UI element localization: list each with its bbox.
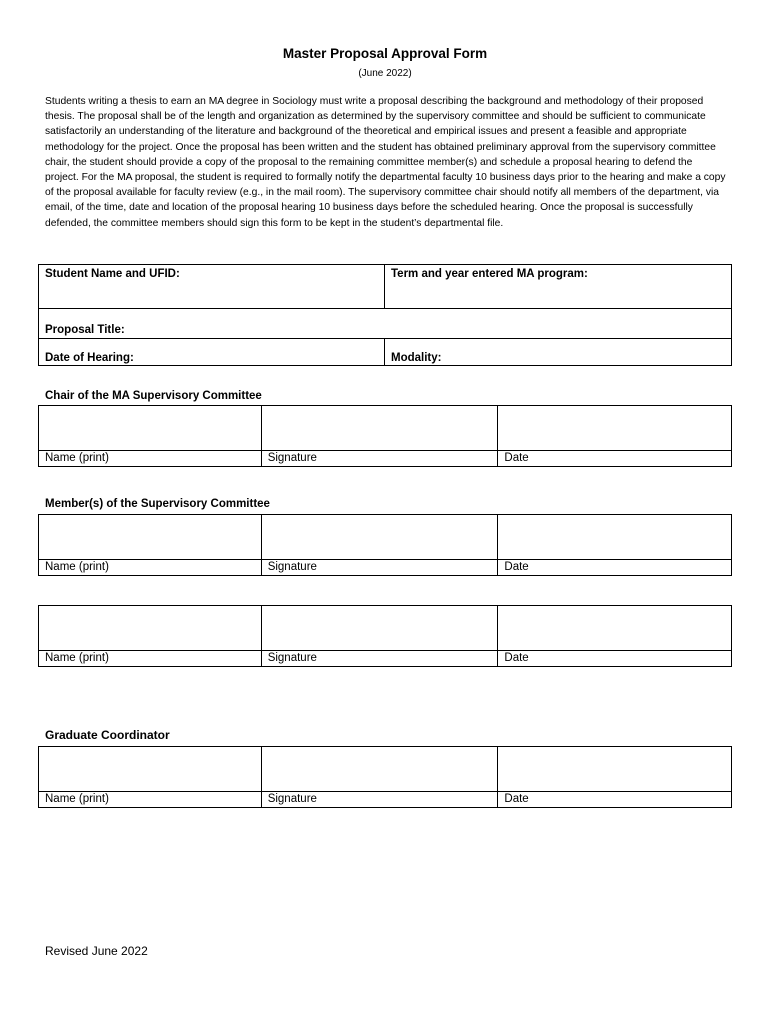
student-name-label: Student Name and UFID: [45, 268, 180, 280]
name-print-label: Name (print) [39, 560, 262, 576]
modality-label: Modality: [391, 352, 442, 364]
form-title: Master Proposal Approval Form [282, 46, 488, 61]
coordinator-name-input[interactable] [39, 747, 262, 792]
intro-paragraph: Students writing a thesis to earn an MA degree in Sociology must write a proposal describing the background and methodology of their proposed thesis. The proposal shall be of the length and organization as determined by the supervisory committee and should be sufficient to communicate satisfactorily an understanding of the literature and background of the theoretical and empirical issues and present a feasible and appropriate methodology for the project. Once the proposal has been written and the student has obtained preliminary approval from the supervisory committee chair, the student should provide a copy of the proposal to the remaining committee member(s) and schedule a proposal hearing to defend the project. For the MA proposal, the student is required to formally notify the departmental faculty 10 business days prior to the hearing and make a copy of the proposal available for faculty review (e.g., in the mail room). The supervisory committee chair should notify all members of the department, via email, of the time, date and location of the proposal hearing 10 business days before the scheduled hearing. Once the proposal is successfully defended, the committee members should sign this form to be kept in the student’s departmental file. [45, 96, 726, 229]
proposal-title-field[interactable] [39, 309, 732, 339]
hearing-date-label: Date of Hearing: [45, 352, 134, 364]
chair-signature-input[interactable] [261, 406, 498, 451]
proposal-title-label: Proposal Title: [45, 324, 125, 336]
member-2-name-input[interactable] [39, 606, 262, 651]
member-1-signature-input[interactable] [261, 515, 498, 560]
coordinator-signature-input[interactable] [261, 747, 498, 792]
form-date: (June 2022) [358, 68, 412, 79]
chair-signature-block [38, 405, 732, 467]
chair-date-input[interactable] [498, 406, 732, 451]
revised-footer: Revised June 2022 [45, 944, 148, 958]
coordinator-signature-block [38, 746, 732, 808]
chair-name-input[interactable] [39, 406, 262, 451]
name-print-label: Name (print) [39, 451, 262, 467]
member-1-signature-block [38, 514, 732, 576]
members-heading: Member(s) of the Supervisory Committee [45, 498, 270, 510]
term-year-label: Term and year entered MA program: [391, 268, 588, 280]
date-label: Date [498, 560, 732, 576]
student-name-field[interactable] [39, 265, 385, 309]
signature-label: Signature [261, 560, 498, 576]
date-label: Date [498, 651, 732, 667]
member-1-name-input[interactable] [39, 515, 262, 560]
member-2-signature-input[interactable] [261, 606, 498, 651]
coordinator-date-input[interactable] [498, 747, 732, 792]
hearing-date-field[interactable] [39, 339, 385, 366]
member-1-date-input[interactable] [498, 515, 732, 560]
student-info-table [38, 264, 732, 366]
date-label: Date [498, 451, 732, 467]
signature-label: Signature [261, 451, 498, 467]
signature-label: Signature [261, 792, 498, 808]
term-year-field[interactable] [385, 265, 732, 309]
coordinator-heading: Graduate Coordinator [45, 728, 170, 742]
member-2-signature-block [38, 605, 732, 667]
member-2-date-input[interactable] [498, 606, 732, 651]
signature-label: Signature [261, 651, 498, 667]
date-label: Date [498, 792, 732, 808]
name-print-label: Name (print) [39, 792, 262, 808]
chair-heading: Chair of the MA Supervisory Committee [45, 390, 262, 402]
modality-field[interactable] [385, 339, 732, 366]
name-print-label: Name (print) [39, 651, 262, 667]
